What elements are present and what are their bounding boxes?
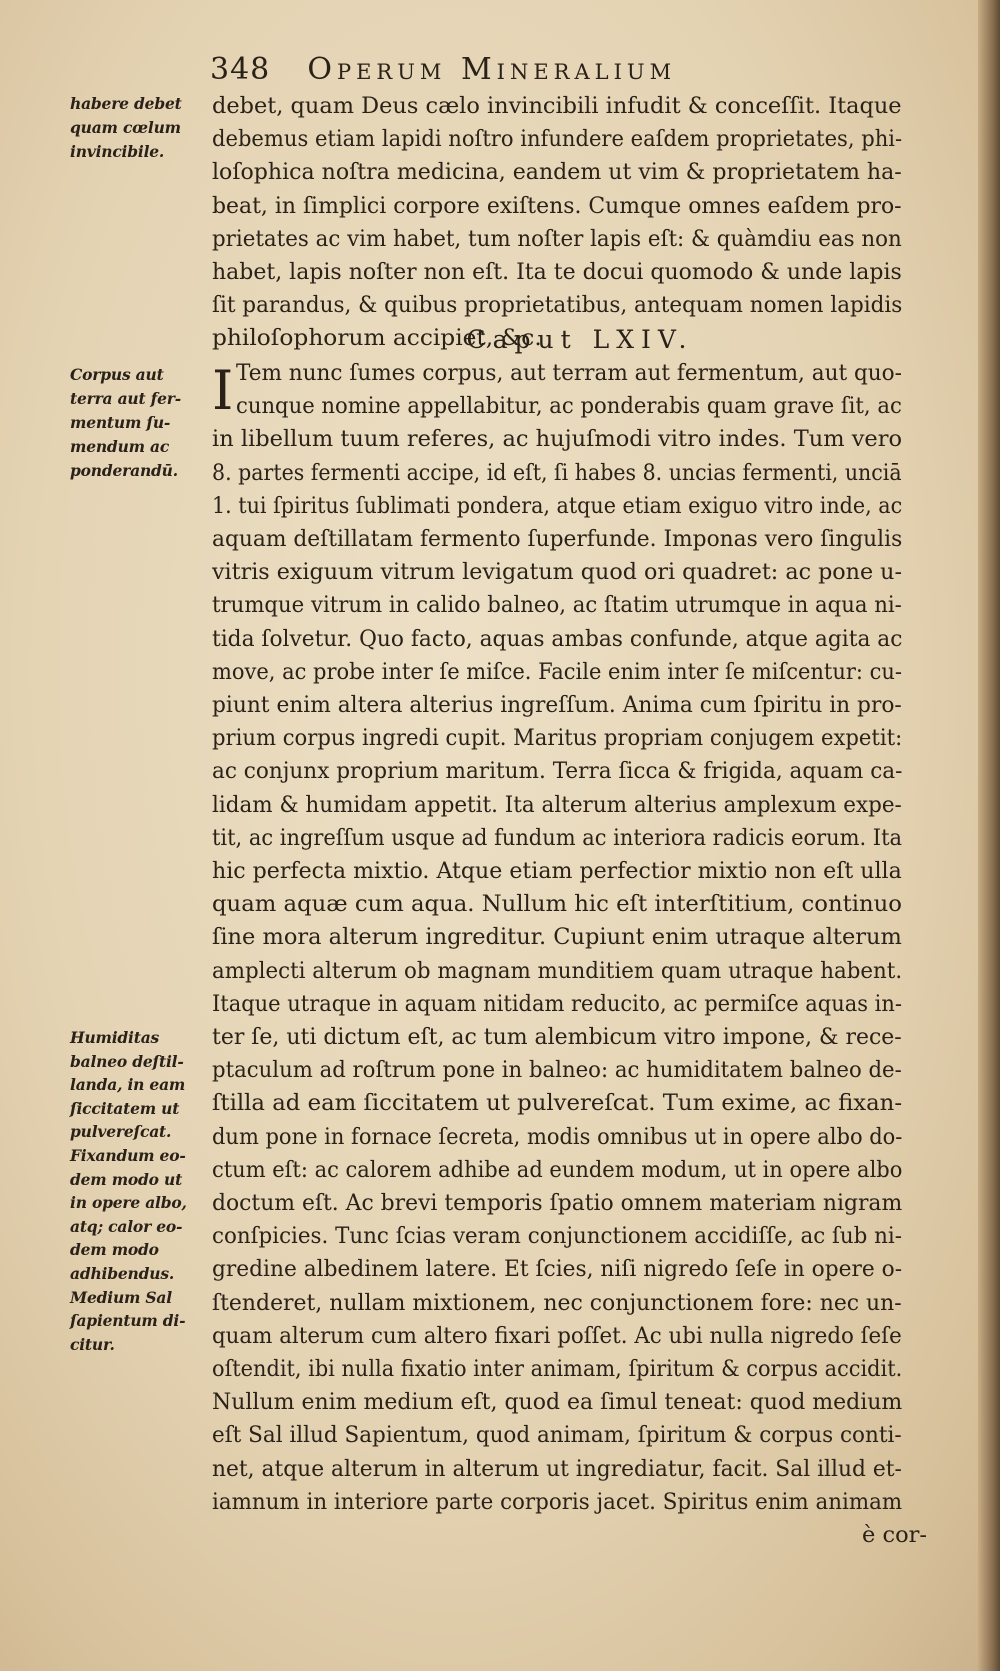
margin-note-line: ſapientum di- [70,1311,186,1331]
text-line: prium corpus ingredi cupit. Maritus propriam conjugem expetit: [212,725,903,752]
margin-note-line: adhibendus. [70,1264,175,1283]
margin-note-line: Fixandum eo- [70,1146,186,1165]
running-title: Operum Mineralium [307,52,677,87]
margin-note-line: dem modo ut [70,1169,183,1189]
text-line: habet, lapis noſter non eſt. Ita te docui quomodo & unde lapis [212,259,902,285]
text-line: 1. tui ſpiritus ſublimati pondera, atque etiam exiguo vitro inde, ac [212,492,903,519]
margin-note-line: ſiccitatem ut [70,1098,180,1118]
text-line: ſine mora alterum ingreditur. Cupiunt enim utraque alterum [212,924,902,951]
text-line: quam aquæ cum aqua. Nullum hic eſt interſtitium, continuo [212,891,902,918]
initial-letter: I [212,359,234,422]
text-line: oſtendit, ibi nulla fixatio inter animam, ſpiritum & corpus accidit. [212,1356,903,1382]
margin-note-line: invincibile. [70,142,165,161]
text-line: 8. partes fermenti accipe, id eſt, ſi habes 8. uncias fermenti, unciā [212,459,902,486]
margin-note-line: balneo deſtil- [70,1051,184,1071]
text-line: ſtilla ad eam ſiccitatem ut pulvereſcat. Tum exime, ac fixan- [212,1090,903,1117]
text-line: Nullum enim medium eſt, quod ea ſimul teneat: quod medium [212,1389,903,1416]
text-line: prietates ac vim habet, tum noſter lapis eſt: & quàmdiu eas non [212,225,902,252]
text-line: trumque vitrum in calido balneo, ac ſtatim utrumque in aqua ni- [212,592,902,619]
text-line: ſit parandus, & quibus proprietatibus, antequam nomen lapidis [212,292,903,319]
text-line: cunque nomine appellabitur, ac ponderabis quam grave ſit, ac [236,393,902,420]
text-line: in libellum tuum referes, ac hujuſmodi vitro indes. Tum vero [212,426,903,453]
margin-note-line: in opere albo, [70,1193,187,1213]
text-line: Itaque utraque in aquam nitidam reducito, ac permiſce aquas in- [212,990,902,1017]
chapter-heading: Caput LXIV. [466,325,694,354]
text-line: dum pone in fornace ſecreta, modis omnibus ut in opere albo do- [212,1123,903,1150]
text-line: tida ſolvetur. Quo facto, aquas ambas confunde, atque agita ac [212,625,903,652]
text-line: amplecti alterum ob magnam munditiem quam utraque habent. [212,957,903,984]
text-line: loſophica noſtra medicina, eandem ut vim & proprietatem ha- [212,159,902,186]
text-line: beat, in ſimplici corpore exiſtens. Cumque omnes eaſdem pro- [212,192,902,219]
text-line: debemus etiam lapidi noſtro infundere eaſdem proprietates, phi- [212,126,903,153]
text-line: ter ſe, uti dictum eſt, ac tum alembicum vitro impone, & rece- [212,1024,902,1050]
text-line: quam alterum cum altero fixari poſſet. Ac ubi nulla nigredo ſeſe [212,1322,902,1349]
text-line: iamnum in interiore parte corporis jacet. Spiritus enim animam [212,1488,903,1515]
margin-note-line: Corpus aut [70,365,164,384]
text-line: conſpicies. Tunc ſcias veram conjunctionem accidiſſe, ac ſub ni- [212,1223,902,1250]
page-number: 348 [210,52,271,87]
margin-note-line: dem modo [70,1240,159,1260]
margin-note-line: citur. [70,1334,115,1354]
margin-note-line: habere debet [70,94,182,113]
text-line: piunt enim altera alterius ingreſſum. Anima cum ſpiritu in pro- [212,692,902,718]
page-edge [978,0,1000,1671]
text-line: move, ac probe inter ſe miſce. Facile enim inter ſe miſcentur: cu- [212,658,902,685]
text-line: philoſophorum accipiet, &c. [212,325,542,352]
text-line: eſt Sal illud Sapientum, quod animam, ſpiritum & corpus conti- [212,1422,902,1449]
text-line: ptaculum ad roſtrum pone in balneo: ac humiditatem balneo de- [212,1057,902,1084]
text-line: aquam deſtillatam fermento ſuperfunde. Imponas vero ſingulis [212,526,903,552]
text-line: lidam & humidam appetit. Ita alterum alterius amplexum expe- [212,791,902,818]
margin-note-line: quam cœlum [70,118,181,137]
text-line: gredine albedinem latere. Et ſcies, niſi nigredo ſeſe in opere o- [212,1256,903,1283]
margin-note-line: pulvereſcat. [70,1122,172,1142]
text-line: ctum eſt: ac calorem adhibe ad eundem modum, ut in opere albo [212,1156,903,1183]
margin-note-line: terra aut fer- [70,389,181,408]
text-line: net, atque alterum in alterum ut ingrediatur, facit. Sal illud et- [212,1455,902,1482]
margin-note-line: Humiditas [70,1028,160,1047]
text-line: ac conjunx proprium maritum. Terra ſicca & frigida, aquam ca- [212,758,903,785]
margin-note-line: mendum ac [70,437,170,456]
text-line: tit, ac ingreſſum usque ad fundum ac interiora radicis eorum. Ita [212,824,902,851]
margin-note-line: mentum ſu- [70,413,171,432]
margin-note-line: landa, in eam [70,1075,186,1095]
text-line: Tem nunc ſumes corpus, aut terram aut fermentum, aut quo- [236,360,902,386]
text-line: hic perfecta mixtio. Atque etiam perfectior mixtio non eſt ulla [212,858,902,884]
text-line: debet, quam Deus cælo invincibili infudit & conceſſit. Itaque [212,93,902,119]
text-line: ſtenderet, nullam mixtionem, nec conjunctionem fore: nec un- [212,1289,902,1316]
running-header [210,52,810,92]
margin-note-line: Medium Sal [70,1287,172,1307]
text-line: vitris exiguum vitrum levigatum quod ori quadret: ac pone u- [212,559,902,586]
margin-note-line: ponderandū. [70,461,178,480]
margin-note-line: atq; calor eo- [70,1216,183,1236]
text-line: doctum eſt. Ac brevi temporis ſpatio omnem materiam nigram [212,1190,903,1216]
catchword: è cor- [862,1522,927,1548]
